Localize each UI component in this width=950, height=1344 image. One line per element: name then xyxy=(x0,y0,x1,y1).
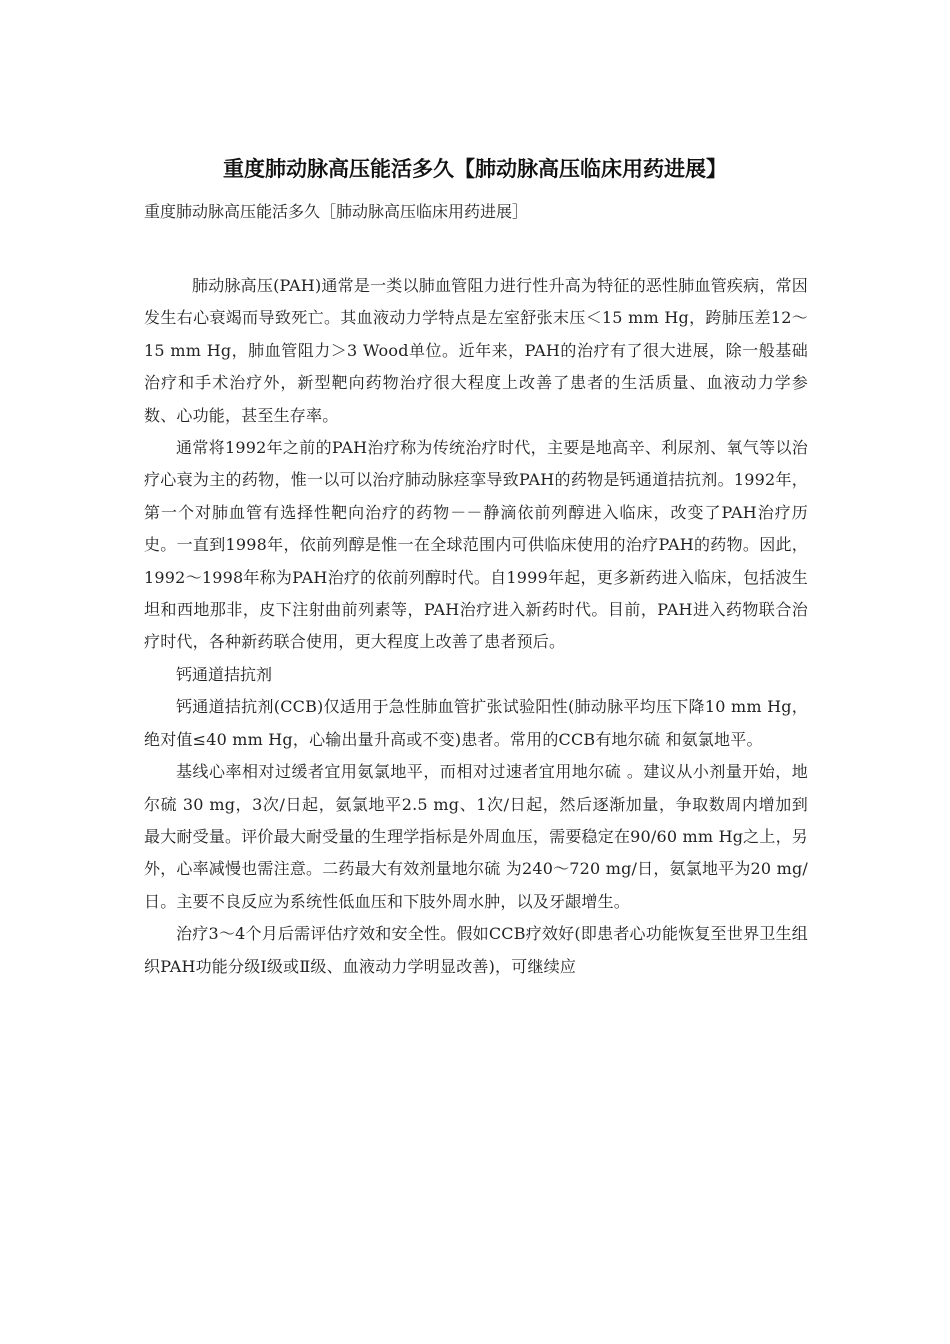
document-body xyxy=(144,270,808,983)
paragraph-ccb-evaluation: 治疗3～4个月后需评估疗效和安全性。假如CCB疗效好(即患者心功能恢复至世界卫生组织PAH功能分级Ⅰ级或Ⅱ级、血液动力学明显改善)，可继续应 xyxy=(144,924,808,976)
paragraph-history: 通常将1992年之前的PAH治疗称为传统治疗时代，主要是地高辛、利尿剂、氧气等以治疗心衰为主的药物，惟一以可以治疗肺动脉痉挛导致PAH的药物是钙通道拮抗剂。1992年，第一个对肺血管有选择性靶向治疗的药物－－静滴依前列醇进入临床，改变了PAH治疗历史。一直到1998年，依前列醇是惟一在全球范围内可供临床使用的治疗PAH的药物。因此，1992～1998年称为PAH治疗的依前列醇时代。自1999年起，更多新药进入临床，包括波生坦和西地那非，皮下注射曲前列素等，PAH治疗进入新药时代。目前，PAH进入药物联合治疗时代，各种新药联合使用，更大程度上改善了患者预后。 xyxy=(144,438,808,652)
paragraph-ccb-dosage: 基线心率相对过缓者宜用氨氯地平，而相对过速者宜用地尔硫 。建议从小剂量开始，地尔硫 30 mg，3次/日起，氨氯地平2.5 mg、1次/日起，然后逐渐加量，争取数周内增加到最大耐受量。评价最大耐受量的生理学指标是外周血压，需要稳定在90/60 mm Hg之上，另外，心率减慢也需注意。二药最大有效剂量地尔硫 为240～720 mg/日，氨氯地平为20 mg/日。主要不良反应为系统性低血压和下肢外周水肿，以及牙龈增生。 xyxy=(144,762,808,911)
section-heading-ccb: 钙通道拮抗剂 xyxy=(176,664,273,684)
paragraph-intro: 肺动脉高压(PAH)通常是一类以肺血管阻力进行性升高为特征的恶性肺血管疾病，常因发生右心衰竭而导致死亡。其血液动力学特点是左室舒张末压＜15 mm Hg，跨肺压差12～15 mm Hg，肺血管阻力＞3 Wood单位。近年来，PAH的治疗有了很大进展，除一般基础治疗和手术治疗外，新型靶向药物治疗很大程度上改善了患者的生活质量、血液动力学参数、心功能，甚至生存率。 xyxy=(144,276,808,425)
paragraph-ccb-indication: 钙通道拮抗剂(CCB)仅适用于急性肺血管扩张试验阳性(肺动脉平均压下降10 mm Hg，绝对值≤40 mm Hg，心输出量升高或不变)患者。常用的CCB有地尔硫 和氨氯地平。 xyxy=(144,697,808,749)
page-title: 重度肺动脉高压能活多久【肺动脉高压临床用药进展】 xyxy=(223,157,727,181)
page-subtitle: 重度肺动脉高压能活多久［肺动脉高压临床用药进展］ xyxy=(144,202,529,221)
